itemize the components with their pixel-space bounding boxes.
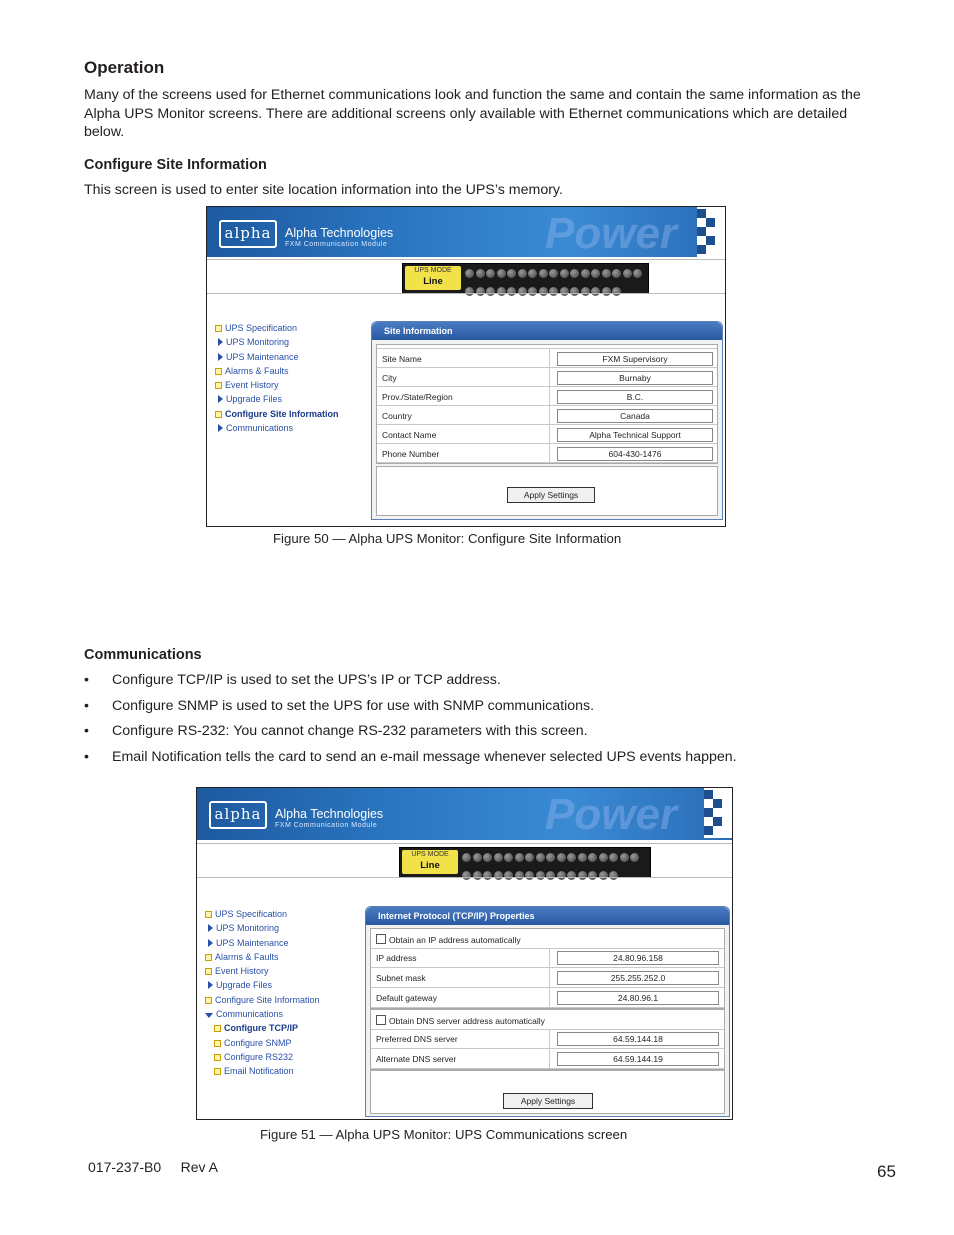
site-information-panel [371,321,723,520]
status-led [570,287,579,296]
checkbox[interactable] [376,934,386,944]
brand-subtitle: FXM Communication Module [285,241,388,248]
ups-mode-indicator [399,847,651,878]
status-led [578,871,587,880]
field-label: Preferred DNS server [376,1034,458,1044]
status-led [476,269,485,278]
nav-item-label: UPS Specification [215,909,288,919]
status-led [486,287,495,296]
nav-menu [205,907,320,1079]
field-row [371,1029,724,1049]
nav-item[interactable] [205,1050,320,1064]
box-icon [215,368,222,375]
status-led [560,269,569,278]
status-led [602,287,611,296]
arrow-icon [218,395,223,403]
app-banner [207,207,725,257]
status-led [507,287,516,296]
status-led [473,871,482,880]
field-input[interactable]: 24.80.96.158 [557,951,719,965]
field-input[interactable]: 24.80.96.1 [557,991,719,1005]
nav-item-label: Upgrade Files [226,394,283,405]
status-led [536,853,545,862]
field-row [377,444,717,463]
field-row [371,948,724,968]
nav-item[interactable] [205,907,320,921]
field-label: Prov./State/Region [382,392,453,402]
box-icon [215,382,222,389]
status-led [546,853,555,862]
revision: Rev A [180,1159,218,1175]
status-led [567,853,576,862]
nav-item[interactable] [205,921,320,935]
status-led [630,853,639,862]
box-icon [214,1054,221,1061]
status-led [549,269,558,278]
panel-title: Internet Protocol (TCP/IP) Properties [366,907,729,925]
status-led [515,871,524,880]
status-led [504,871,513,880]
field-label: Phone Number [382,449,440,459]
status-led [560,287,569,296]
nav-item[interactable] [215,350,339,364]
nav-item[interactable] [205,936,320,950]
brand-title: Alpha Technologies [275,807,384,821]
arrow-icon [218,353,223,361]
nav-item-label: UPS Maintenance [226,351,299,362]
status-led [599,871,608,880]
app-banner [197,788,732,840]
page-number: 65 [877,1162,896,1181]
status-led [623,269,632,278]
apply-settings-button[interactable]: Apply Settings [503,1093,593,1109]
column-separator [549,444,550,462]
checkbox-row [371,1010,724,1030]
field-input[interactable]: 64.59.144.19 [557,1052,719,1066]
column-separator [549,387,550,405]
status-led [462,871,471,880]
nav-item[interactable] [215,421,339,435]
status-led [578,853,587,862]
bullet-marker: • [84,672,89,688]
status-led [539,269,548,278]
status-led [588,853,597,862]
column-separator [549,1029,550,1048]
status-led [518,269,527,278]
nav-item-label: Communications [226,423,294,434]
figure-50-caption: Figure 50 — Alpha UPS Monitor: Configure Site Information [273,531,622,546]
field-input[interactable]: Burnaby [557,371,713,385]
status-led [525,871,534,880]
status-led [504,853,513,862]
status-led [539,287,548,296]
status-led [515,853,524,862]
field-input[interactable]: Alpha Technical Support [557,428,713,442]
status-led [591,287,600,296]
box-icon [215,411,222,418]
field-row [371,1049,724,1069]
nav-item-label: Configure SNMP [224,1037,292,1048]
bullet-text: Email Notification tells the card to send an e-mail message whenever selected UPS events happen. [112,749,737,766]
field-row [377,387,717,406]
nav-item-label: Event History [215,966,269,977]
ups-mode-value: Line [420,860,440,871]
field-label: Subnet mask [376,973,426,983]
checkbox-label: Obtain DNS server address automatically [389,1016,545,1026]
status-led [620,853,629,862]
column-separator [549,948,550,967]
section-heading-operation: Operation [84,58,165,77]
configure-site-heading: Configure Site Information [84,157,267,173]
power-watermark: Power [545,790,678,839]
status-led [612,269,621,278]
status-led [591,269,600,278]
status-led [465,287,474,296]
nav-item-label: Configure TCP/IP [224,1023,298,1034]
column-separator [549,349,550,367]
status-led [557,853,566,862]
field-input[interactable]: Canada [557,409,713,423]
status-led [497,269,506,278]
nav-item[interactable] [205,1007,320,1021]
apply-area [370,1070,725,1114]
nav-item-label: Email Notification [224,1066,294,1077]
field-label: IP address [376,953,417,963]
configure-site-text: This screen is used to enter site location information into the UPS’s memory. [84,182,563,198]
nav-item[interactable] [215,392,339,406]
nav-item[interactable] [215,364,339,378]
status-led [557,871,566,880]
checker-pattern [697,207,725,257]
communications-heading: Communications [84,647,202,663]
nav-item[interactable] [215,321,339,335]
nav-item-label: Communications [216,1009,284,1020]
dns-fields-table [370,1009,725,1070]
status-led [476,287,485,296]
status-led [486,269,495,278]
ups-mode-label: UPS MODE [411,851,449,858]
divider [197,843,732,844]
status-led [599,853,608,862]
apply-settings-button[interactable]: Apply Settings [507,487,595,503]
site-fields-table [376,344,718,464]
status-leds [465,267,646,303]
nav-item[interactable] [205,1064,320,1078]
nav-item[interactable] [215,378,339,392]
status-led [462,853,471,862]
arrow-icon [208,924,213,932]
column-separator [549,1049,550,1068]
status-led [528,269,537,278]
nav-menu [215,321,339,435]
figure-51-screenshot [196,787,733,1120]
nav-item[interactable] [205,950,320,964]
auto-option[interactable] [376,1015,545,1026]
bullet-text: Configure TCP/IP is used to set the UPS’s IP or TCP address. [112,672,501,688]
status-led [612,287,621,296]
box-icon [214,1040,221,1047]
field-label: Site Name [382,354,422,364]
field-input[interactable]: B.C. [557,390,713,404]
box-icon [205,954,212,961]
nav-item[interactable] [205,964,320,978]
field-input[interactable]: 604-430-1476 [557,447,713,461]
status-led [525,853,534,862]
bullet-marker: • [84,723,89,740]
nav-item-label: UPS Monitoring [226,337,290,348]
bullet-item [84,748,737,774]
tcpip-properties-panel [365,906,730,1117]
alpha-logo: alpha [209,801,267,829]
field-row [377,368,717,387]
panel-title: Site Information [372,322,722,340]
status-led [494,853,503,862]
checkbox-row [371,929,724,949]
status-led [518,287,527,296]
column-separator [549,406,550,424]
field-input[interactable]: 255.255.252.0 [557,971,719,985]
nav-item-label: Configure Site Information [225,408,339,419]
bullet-text: Configure RS-232: You cannot change RS-232 parameters with this screen. [112,723,588,740]
footer-doc-id [88,1159,218,1175]
field-label: Alternate DNS server [376,1054,457,1064]
figure-50-screenshot [206,206,726,527]
field-row [377,425,717,444]
arrow-icon [218,338,223,346]
divider [207,293,725,294]
brand-title: Alpha Technologies [285,226,394,240]
arrow-icon [218,424,223,432]
field-row [377,406,717,425]
status-led [570,269,579,278]
bullet-item [84,671,737,697]
arrow-icon [208,981,213,989]
ups-mode-label: UPS MODE [414,267,452,274]
nav-item-label: Event History [225,380,279,391]
document-number: 017-237-B0 [88,1159,162,1175]
checkbox-label: Obtain an IP address automatically [389,935,521,945]
nav-item-label: UPS Maintenance [216,937,289,948]
status-led [473,853,482,862]
down-arrow-icon [205,1013,213,1018]
auto-option[interactable] [376,934,521,945]
nav-item[interactable] [205,993,320,1007]
power-watermark: Power [545,209,678,258]
status-led [602,269,611,278]
bullet-text: Configure SNMP is used to set the UPS for use with SNMP communications. [112,697,595,714]
status-led [581,269,590,278]
nav-item[interactable] [205,978,320,992]
column-separator [549,968,550,987]
status-led [528,287,537,296]
nav-item-label: Alarms & Faults [215,951,279,962]
field-row [377,349,717,368]
status-led [581,287,590,296]
field-label: Contact Name [382,430,437,440]
field-row [371,988,724,1008]
field-input[interactable]: FXM Supervisory [557,352,713,366]
status-led [609,871,618,880]
status-led [633,269,642,278]
column-separator [549,425,550,443]
status-led [483,853,492,862]
ups-mode-box [402,850,458,874]
divider [197,877,732,878]
field-label: Default gateway [376,993,437,1003]
box-icon [214,1068,221,1075]
box-icon [214,1025,221,1032]
status-led [507,269,516,278]
figure-51-caption: Figure 51 — Alpha UPS Monitor: UPS Communications screen [260,1127,628,1142]
alpha-logo: alpha [219,220,277,248]
column-separator [549,368,550,386]
status-led [465,269,474,278]
arrow-icon [208,939,213,947]
box-icon [205,968,212,975]
nav-item-label: Configure Site Information [215,994,320,1005]
ups-mode-box [405,266,461,290]
status-led [546,871,555,880]
bullet-marker: • [84,749,89,766]
nav-item[interactable] [215,335,339,349]
bullet-marker: • [84,697,89,714]
nav-item[interactable] [215,407,339,421]
field-input[interactable]: 64.59.144.18 [557,1032,719,1046]
ups-mode-value: Line [423,276,443,287]
column-separator [549,988,550,1007]
box-icon [205,997,212,1004]
nav-item[interactable] [205,1021,320,1035]
communications-bullets [84,671,737,774]
status-led [567,871,576,880]
box-icon [205,911,212,918]
bullet-item [84,722,737,748]
bullet-item [84,697,737,723]
nav-item[interactable] [205,1036,320,1050]
nav-item-label: Configure RS232 [224,1051,294,1062]
box-icon [215,325,222,332]
status-led [536,871,545,880]
status-led [609,853,618,862]
status-led [494,871,503,880]
status-leds [462,851,648,887]
apply-area [376,466,718,516]
field-row [371,968,724,988]
status-led [483,871,492,880]
nav-item-label: UPS Monitoring [216,923,280,934]
nav-item-label: Alarms & Faults [225,365,289,376]
nav-item-label: UPS Specification [225,323,298,333]
intro-paragraph: Many of the screens used for Ethernet communications look and function the same and contain the same information as the Alpha UPS Monitor screens. There are additional screens only available with Ethernet communications which are detailed below. [84,87,861,140]
brand-subtitle: FXM Communication Module [275,822,378,829]
status-led [549,287,558,296]
ip-fields-table [370,928,725,1009]
divider [207,259,725,260]
checker-pattern [704,788,732,838]
nav-item-label: Upgrade Files [216,980,273,991]
status-led [588,871,597,880]
field-label: City [382,373,397,383]
status-led [497,287,506,296]
ups-mode-indicator [402,263,649,294]
field-label: Country [382,411,412,421]
checkbox[interactable] [376,1015,386,1025]
